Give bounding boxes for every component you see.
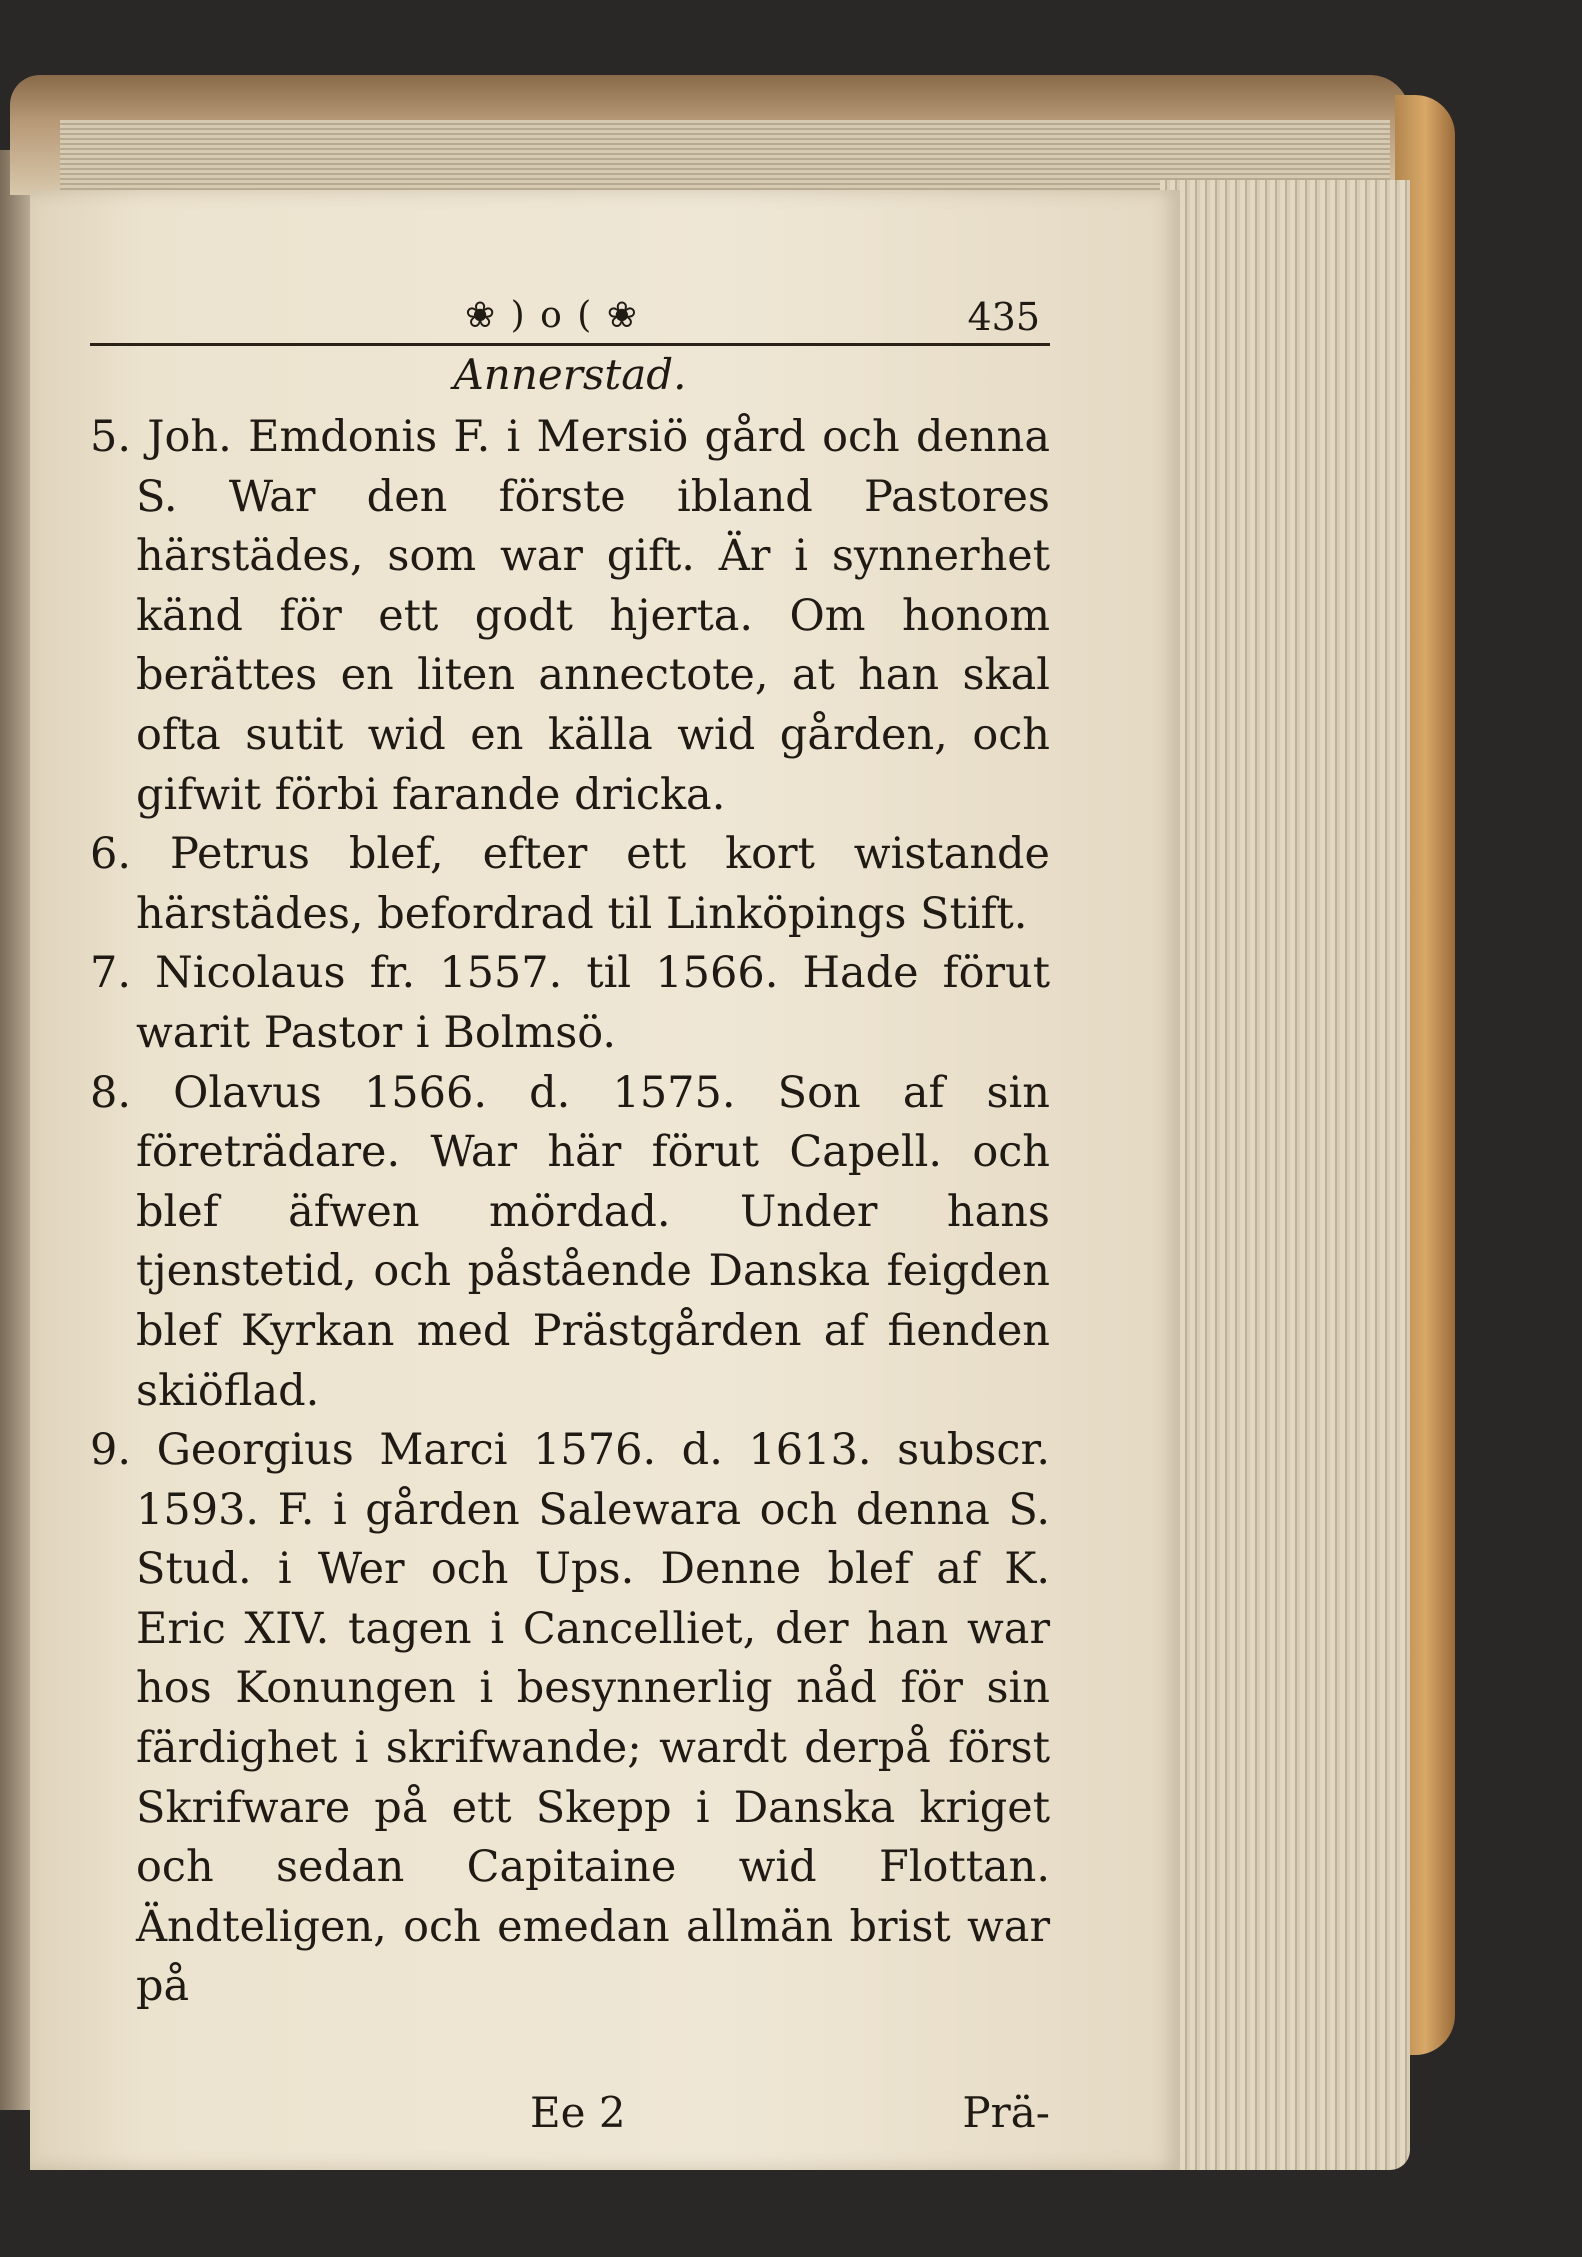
page-header <box>90 295 1050 343</box>
entry-8: 8. Olavus 1566. d. 1575. Son af sin företrädare. War här förut Capell. och blef äfwen mördad. Under hans tjenstetid, och påstående Danska feigden blef Kyrkan med Prästgården af fienden skiöflad. <box>90 1067 1050 1416</box>
header-rule <box>90 343 1050 346</box>
entry-7: 7. Nicolaus fr. 1557. til 1566. Hade förut warit Pastor i Bolmsö. <box>90 948 1050 1058</box>
page-number: 435 <box>967 295 1040 339</box>
signature-mark: Ee 2 <box>530 2088 626 2137</box>
catchword: Prä- <box>962 2088 1050 2137</box>
entry-6: 6. Petrus blef, efter ett kort wistande härstädes, befordrad til Linköpings Stift. <box>90 829 1050 939</box>
book-page <box>30 190 1180 2170</box>
entry-list <box>90 408 1050 2017</box>
header-ornament: ❀ ) o ( ❀ <box>465 295 639 336</box>
page-footer <box>90 2088 1050 2138</box>
entry-5: 5. Joh. Emdonis F. i Mersiö gård och denna S. War den förste ibland Pastores härstädes, som war gift. Är i synnerhet känd för ett godt hjerta. Om honom berättes en liten annectote, at han skal ofta sutit wid en källa wid gården, och gifwit förbi farande dricka. <box>90 412 1050 820</box>
entry-9: 9. Georgius Marci 1576. d. 1613. subscr. 1593. F. i gården Salewara och denna S. Stud. i Wer och Ups. Denne blef af K. Eric XIV. tagen i Cancelliet, der han war hos Konungen i besynnerlig nåd för sin färdighet i skrifwande; wardt derpå först Skrifware på ett Skepp i Danska kriget och sedan Capitaine wid Flottan. Ändteligen, och emedan allmän brist war på <box>90 1425 1050 2012</box>
running-title: Annerstad. <box>453 350 687 399</box>
page-stack-right <box>1160 180 1410 2170</box>
